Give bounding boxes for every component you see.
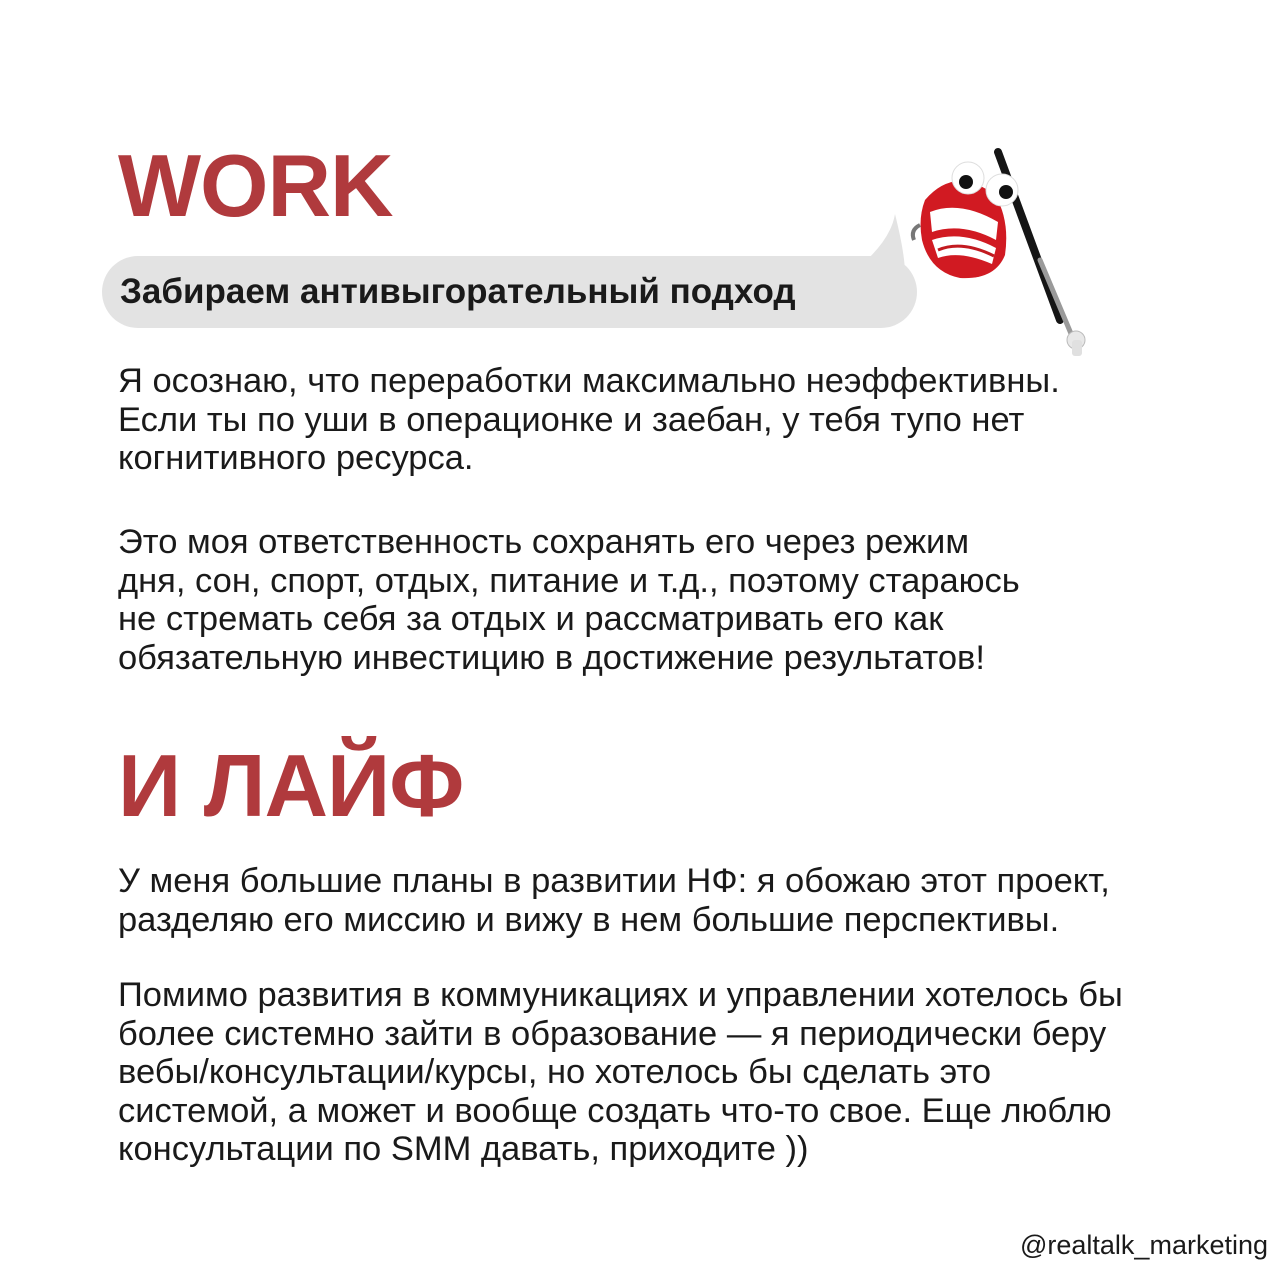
text-line: Я осознаю, что переработки максимально неэффективны. [118, 362, 1060, 400]
work-paragraph-2 [118, 523, 1178, 677]
speech-bubble-text: Забираем антивыгорательный подход [120, 272, 796, 311]
life-paragraph-1 [118, 862, 1178, 939]
text-line: дня, сон, спорт, отдых, питание и т.д., поэтому стараюсь [118, 561, 1020, 600]
life-paragraph-2 [118, 976, 1178, 1169]
speech-bubble [102, 256, 917, 328]
chattering-teeth-icon [900, 140, 1120, 370]
text-line: более системно зайти в образование — я периодически беру [118, 1014, 1107, 1053]
text-line: системой, а может и вообще создать что-то свое. Еще люблю [118, 1091, 1112, 1130]
text-line: разделяю его миссию и вижу в нем большие перспективы. [118, 900, 1060, 939]
text-line: вебы/консультации/курсы, но хотелось бы сделать это [118, 1053, 992, 1091]
text-line: обязательную инвестицию в достижение результатов! [118, 638, 985, 677]
text-line: У меня большие планы в развитии НФ: я обожаю этот проект, [118, 862, 1110, 900]
text-line: Это моя ответственность сохранять его через режим [118, 523, 970, 561]
text-line: не стремать себя за отдых и рассматривать его как [118, 600, 944, 638]
text-line: когнитивного ресурса. [118, 439, 474, 477]
section-title-life: И ЛАЙФ [118, 736, 464, 835]
account-handle: @realtalk_marketing [1019, 1230, 1268, 1260]
work-paragraph-1 [118, 362, 1178, 478]
text-line: Помимо развития в коммуникациях и управлении хотелось бы [118, 976, 1123, 1014]
text-line: консультации по SMM давать, приходите )) [118, 1130, 809, 1168]
text-line: Если ты по уши в операционке и заебан, у тебя тупо нет [118, 400, 1025, 439]
section-title-work: WORK [118, 136, 393, 235]
